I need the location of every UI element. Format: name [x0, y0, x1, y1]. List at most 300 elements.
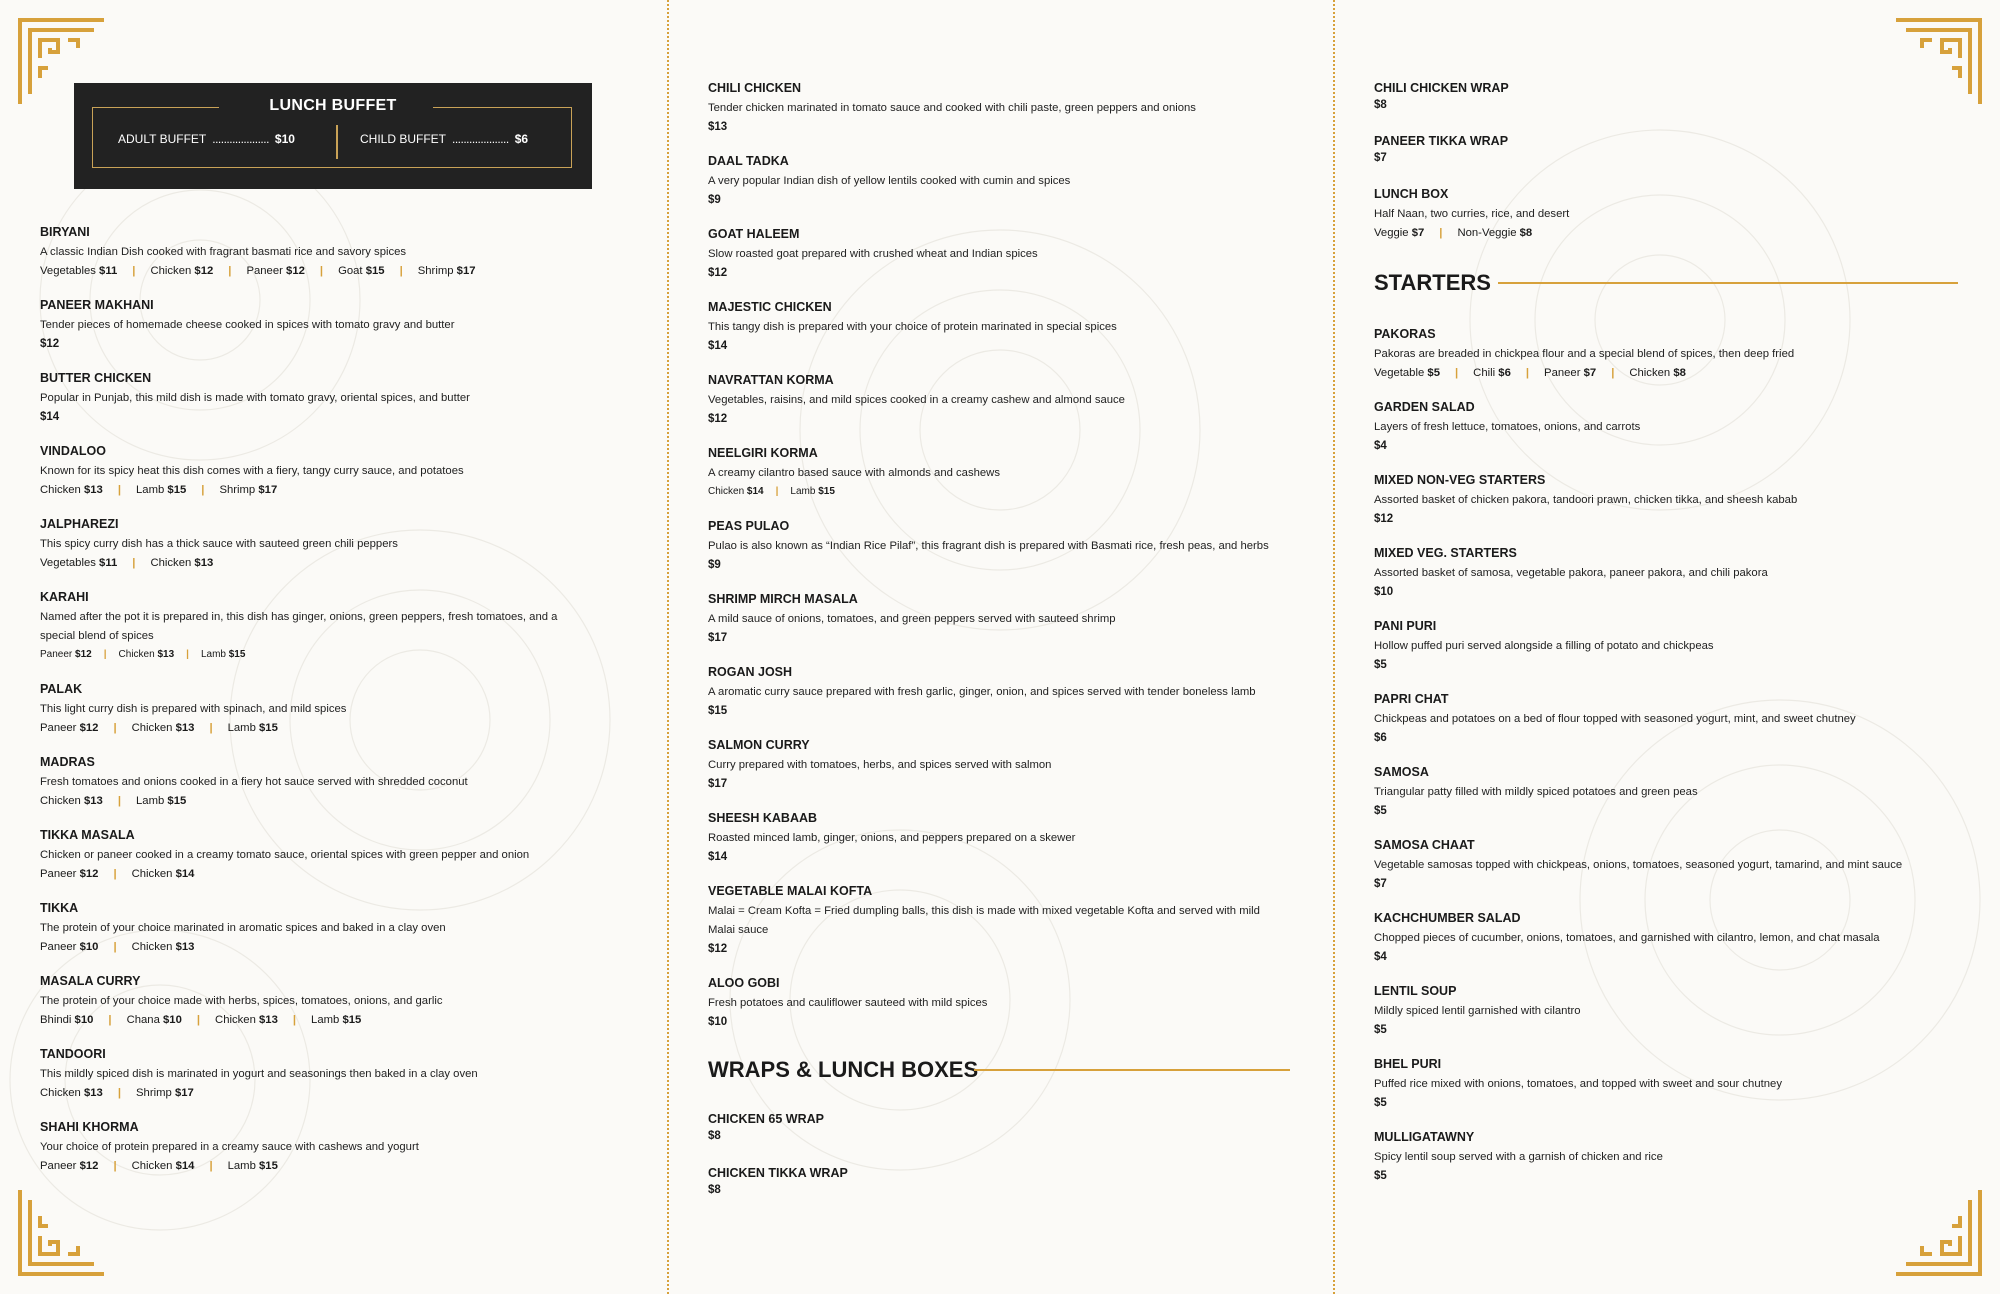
menu-item-description: Assorted basket of chicken pakora, tandoori prawn, chicken tikka, and sheesh kabab	[1374, 494, 1798, 506]
menu-option-price: $15	[342, 1014, 362, 1026]
menu-option-label: Chicken	[40, 1087, 81, 1099]
menu-option-label: Chicken	[708, 486, 745, 497]
menu-item-name: GARDEN SALAD	[1374, 400, 1475, 414]
menu-option-lamb	[136, 482, 186, 498]
menu-option-price: $10	[163, 1014, 182, 1026]
option-separator: |	[399, 265, 403, 277]
menu-option-price: $13	[259, 1014, 278, 1026]
child-buffet-dots: ....................	[452, 132, 509, 146]
lunch-buffet-title: LUNCH BUFFET	[269, 97, 397, 114]
menu-option-price: $7	[1583, 367, 1597, 379]
menu-item-price: $12	[708, 267, 728, 279]
menu-item-name: VEGETABLE MALAI KOFTA	[708, 884, 873, 898]
menu-option-label: Lamb	[790, 486, 816, 497]
menu-item-price: $6	[1374, 732, 1387, 744]
menu-item-name: VINDALOO	[40, 444, 106, 458]
menu-option-price: $6	[1498, 367, 1511, 379]
menu-option-paneer	[40, 939, 98, 955]
menu-item-name: PAKORAS	[1374, 327, 1436, 341]
menu-option-price: $17	[258, 484, 278, 496]
option-separator: |	[113, 1160, 117, 1172]
menu-item-price: $10	[708, 1016, 728, 1028]
menu-option-shrimp	[418, 263, 476, 279]
menu-item-madras	[40, 754, 595, 809]
menu-item-name: TIKKA	[40, 901, 79, 915]
option-separator: |	[117, 795, 121, 807]
menu-option-label: Vegetables	[40, 557, 96, 569]
menu-option-shrimp	[136, 1085, 194, 1101]
menu-item-description: Vegetables, raisins, and mild spices cooked in a creamy cashew and almond sauce	[708, 394, 1125, 406]
menu-option-vegetables	[40, 555, 117, 571]
menu-item-name: SHAHI KHORMA	[40, 1120, 139, 1134]
menu-item-name: KACHCHUMBER SALAD	[1374, 911, 1521, 925]
menu-option-price: $7	[1411, 227, 1425, 239]
menu-item-name: BUTTER CHICKEN	[40, 371, 152, 385]
menu-option-lamb	[201, 647, 245, 663]
menu-option-label: Lamb	[227, 1160, 256, 1172]
menu-option-price: $14	[175, 868, 195, 880]
menu-option-label: Lamb	[227, 722, 256, 734]
menu-option-label: Shrimp	[136, 1087, 172, 1099]
option-separator: |	[117, 484, 121, 496]
menu-item-options	[40, 1085, 595, 1101]
menu-option-chicken	[215, 1012, 278, 1028]
menu-item-description: Vegetable samosas topped with chickpeas, onions, tomatoes, seasoned yogurt, tamarind, and mint sauce	[1374, 859, 1903, 871]
menu-option-price: $10	[74, 1014, 94, 1026]
menu-option-price: $8	[1519, 227, 1533, 239]
menu-option-price: $15	[167, 484, 187, 496]
menu-item-description: Pulao is also known as “Indian Rice Pilaf”, this fragrant dish is prepared with Basmati rice, fresh peas, and herbs	[708, 540, 1269, 552]
menu-item-description: Malai = Cream Kofta = Fried dumpling balls, this dish is made with mixed vegetable Kofta and served with mild Malai sauce	[708, 905, 1260, 936]
menu-option-bhindi	[40, 1012, 93, 1028]
menu-item-lunch-box	[1374, 186, 1958, 241]
menu-item-chili-chicken	[708, 80, 1288, 135]
menu-item-majestic-chicken	[708, 299, 1288, 354]
menu-item-tikka	[40, 900, 595, 955]
menu-item-paneer-makhani	[40, 297, 595, 352]
menu-item-jalpharezi	[40, 516, 595, 571]
menu-item-price: $10	[1374, 586, 1394, 598]
menu-item-price: $13	[708, 121, 728, 133]
menu-option-price: $12	[286, 265, 305, 277]
menu-option-label: Chicken	[40, 795, 81, 807]
menu-item-price: $14	[708, 851, 728, 863]
menu-item-name: ALOO GOBI	[708, 976, 780, 990]
menu-option-label: Lamb	[311, 1014, 340, 1026]
menu-option-chicken	[1629, 365, 1686, 381]
menu-item-options	[40, 482, 595, 498]
menu-item-price: $7	[1374, 152, 1387, 164]
menu-item-description: This mildly spiced dish is marinated in yogurt and seasonings then baked in a clay oven	[40, 1068, 478, 1080]
menu-option-lamb	[790, 484, 834, 500]
menu-option-chili	[1473, 365, 1511, 381]
menu-item-vindaloo	[40, 443, 595, 498]
menu-option-label: Paneer	[40, 649, 73, 660]
menu-item-price: $9	[708, 559, 721, 571]
menu-item-bhel-puri	[1374, 1056, 1958, 1111]
menu-item-sheesh-kabaab	[708, 810, 1288, 865]
menu-option-chicken	[40, 482, 103, 498]
menu-item-name: MIXED NON-VEG STARTERS	[1374, 473, 1546, 487]
menu-option-chicken	[150, 263, 213, 279]
menu-item-name: PAPRI CHAT	[1374, 692, 1449, 706]
menu-option-label: Lamb	[136, 484, 165, 496]
menu-option-label: Chili	[1473, 367, 1496, 379]
menu-item-rogan-josh	[708, 664, 1288, 719]
menu-item-samosa-chaat	[1374, 837, 1958, 892]
menu-option-price: $14	[175, 1160, 195, 1172]
menu-option-label: Chicken	[131, 722, 173, 734]
menu-item-description: The protein of your choice made with herbs, spices, tomatoes, onions, and garlic	[40, 995, 443, 1007]
menu-item-description: A very popular Indian dish of yellow lentils cooked with cumin and spices	[708, 175, 1071, 187]
menu-option-label: Chicken	[131, 1160, 173, 1172]
menu-item-daal-tadka	[708, 153, 1288, 208]
menu-item-name: SHEESH KABAAB	[708, 811, 818, 825]
menu-item-price: $12	[1374, 513, 1394, 525]
menu-option-chana	[127, 1012, 182, 1028]
option-separator: |	[775, 486, 779, 497]
menu-option-goat	[338, 263, 385, 279]
menu-option-price: $14	[746, 486, 764, 497]
menu-item-name: MIXED VEG. STARTERS	[1374, 546, 1517, 560]
menu-item-description: Tender chicken marinated in tomato sauce and cooked with chili paste, green peppers and onions	[708, 102, 1196, 114]
menu-item-name: TANDOORI	[40, 1047, 106, 1061]
menu-option-price: $13	[194, 557, 214, 569]
menu-option-lamb	[228, 720, 278, 736]
menu-item-name: JALPHAREZI	[40, 517, 119, 531]
menu-option-price: $15	[818, 486, 835, 497]
menu-item-shahi-khorma	[40, 1119, 595, 1174]
menu-item-description: Chicken or paneer cooked in a creamy tomato sauce, oriental spices with green pepper and onion	[40, 849, 530, 861]
option-separator: |	[108, 1014, 112, 1026]
menu-item-paneer-tikka-wrap	[1374, 133, 1958, 166]
menu-item-description: Spicy lentil soup served with a garnish of chicken and rice	[1374, 1151, 1663, 1163]
menu-item-garden-salad	[1374, 399, 1958, 454]
menu-item-options	[40, 555, 595, 571]
menu-option-vegetable	[1374, 365, 1440, 381]
menu-option-price: $12	[79, 1160, 99, 1172]
menu-item-description: Chopped pieces of cucumber, onions, tomatoes, and garnished with cilantro, lemon, and chat masala	[1374, 932, 1880, 944]
option-separator: |	[117, 1087, 121, 1099]
option-separator: |	[132, 265, 136, 277]
menu-item-kachchumber-salad	[1374, 910, 1958, 965]
menu-item-options	[40, 263, 595, 279]
menu-item-price: $5	[1374, 805, 1387, 817]
menu-item-price: $15	[708, 705, 728, 717]
menu-option-label: Chicken	[1629, 367, 1671, 379]
menu-item-name: MAJESTIC CHICKEN	[708, 300, 832, 314]
option-separator: |	[113, 722, 117, 734]
menu-item-name: DAAL TADKA	[708, 154, 789, 168]
menu-column-1	[40, 0, 595, 1294]
menu-option-price: $13	[83, 795, 103, 807]
menu-option-label: Shrimp	[219, 484, 256, 496]
menu-item-biryani	[40, 224, 595, 279]
menu-item-price: $9	[708, 194, 721, 206]
menu-option-label: Paneer	[40, 868, 77, 880]
option-separator: |	[196, 1014, 201, 1026]
child-buffet-price: $6	[514, 132, 529, 146]
menu-item-name: BHEL PURI	[1374, 1057, 1442, 1071]
menu-item-options	[708, 484, 1288, 500]
menu-item-name: PEAS PULAO	[708, 519, 790, 533]
menu-item-chicken-65-wrap	[708, 1111, 1288, 1144]
menu-item-description: The protein of your choice marinated in aromatic spices and baked in a clay oven	[40, 922, 446, 934]
menu-item-pani-puri	[1374, 618, 1958, 673]
menu-item-vegetable-malai-kofta	[708, 883, 1288, 957]
menu-item-name: SHRIMP MIRCH MASALA	[708, 592, 858, 606]
adult-buffet-dots: ....................	[212, 132, 269, 146]
option-separator: |	[1454, 367, 1459, 379]
menu-item-name: SAMOSA CHAAT	[1374, 838, 1475, 852]
adult-buffet-price: $10	[274, 132, 295, 146]
option-separator: |	[209, 722, 213, 734]
menu-item-options	[1374, 225, 1958, 241]
menu-option-vegetables	[40, 263, 117, 279]
menu-item-price: $12	[40, 338, 60, 350]
menu-item-mixed-veg-starters	[1374, 545, 1958, 600]
menu-item-navrattan-korma	[708, 372, 1288, 427]
menu-item-description: Slow roasted goat prepared with crushed wheat and Indian spices	[708, 248, 1038, 260]
menu-column-2	[708, 0, 1288, 1294]
menu-option-price: $13	[157, 649, 175, 660]
menu-option-label: Chicken	[118, 649, 155, 660]
menu-option-price: $12	[194, 265, 214, 277]
menu-item-description: Fresh tomatoes and onions cooked in a fiery hot sauce served with shredded coconut	[40, 776, 468, 788]
menu-item-price: $4	[1374, 440, 1387, 452]
menu-option-lamb	[136, 793, 186, 809]
menu-option-price: $17	[174, 1087, 194, 1099]
menu-option-chicken	[150, 555, 213, 571]
starters-section-title: STARTERS	[1374, 270, 1491, 295]
menu-item-description: A creamy cilantro based sauce with almonds and cashews	[708, 467, 1000, 479]
menu-item-name: CHICKEN TIKKA WRAP	[708, 1166, 848, 1180]
menu-option-price: $15	[167, 795, 187, 807]
menu-item-options	[40, 720, 595, 736]
menu-item-name: BIRYANI	[40, 225, 90, 239]
menu-option-paneer	[40, 866, 98, 882]
menu-item-name: SAMOSA	[1374, 765, 1429, 779]
menu-option-price: $10	[79, 941, 99, 953]
menu-item-shrimp-mirch-masala	[708, 591, 1288, 646]
menu-option-price: $15	[365, 265, 385, 277]
menu-option-label: Chicken	[150, 557, 192, 569]
menu-item-name: LENTIL SOUP	[1374, 984, 1457, 998]
menu-option-label: Paneer	[40, 1160, 77, 1172]
menu-item-samosa	[1374, 764, 1958, 819]
menu-item-description: Known for its spicy heat this dish comes with a fiery, tangy curry sauce, and potatoes	[40, 465, 464, 477]
menu-item-goat-haleem	[708, 226, 1288, 281]
menu-item-description: This light curry dish is prepared with spinach, and mild spices	[40, 703, 347, 715]
menu-item-name: KARAHI	[40, 590, 89, 604]
menu-option-label: Lamb	[136, 795, 165, 807]
wraps-section-rule	[974, 1069, 1290, 1071]
menu-item-price: $5	[1374, 659, 1387, 671]
menu-option-label: Chicken	[150, 265, 192, 277]
menu-option-chicken	[119, 647, 175, 663]
menu-item-name: NEELGIRI KORMA	[708, 446, 818, 460]
menu-item-tikka-masala	[40, 827, 595, 882]
menu-item-options	[40, 1158, 595, 1174]
menu-option-label: Chicken	[215, 1014, 256, 1026]
menu-option-label: Chana	[126, 1014, 160, 1026]
menu-option-price: $15	[228, 649, 246, 660]
menu-item-description: Curry prepared with tomatoes, herbs, and spices served with salmon	[708, 759, 1052, 771]
menu-option-chicken	[132, 1158, 195, 1174]
menu-item-description: Hollow puffed puri served alongside a filling of potato and chickpeas	[1374, 640, 1714, 652]
menu-option-price: $17	[456, 265, 476, 277]
menu-option-label: Bhindi	[40, 1014, 72, 1026]
column-divider-right	[1333, 0, 1335, 1294]
adult-buffet-label: ADULT BUFFET	[118, 132, 207, 146]
child-buffet-label: CHILD BUFFET	[360, 132, 447, 146]
menu-item-name: NAVRATTAN KORMA	[708, 373, 834, 387]
menu-option-label: Chicken	[40, 484, 81, 496]
menu-item-pakoras	[1374, 326, 1958, 381]
menu-item-price: $8	[708, 1130, 721, 1142]
option-separator: |	[113, 941, 117, 953]
menu-option-label: Lamb	[200, 649, 226, 660]
menu-item-options	[40, 793, 595, 809]
menu-item-description: Popular in Punjab, this mild dish is made with tomato gravy, oriental spices, and butter	[40, 392, 470, 404]
menu-item-options	[1374, 365, 1958, 381]
menu-item-description: Pakoras are breaded in chickpea flour and a special blend of spices, then deep fried	[1374, 348, 1795, 360]
menu-item-price: $5	[1374, 1170, 1387, 1182]
menu-option-price: $13	[83, 1087, 103, 1099]
menu-option-label: Vegetable	[1374, 367, 1425, 379]
menu-item-name: MADRAS	[40, 755, 95, 769]
menu-item-name: MASALA CURRY	[40, 974, 141, 988]
menu-option-price: $12	[75, 649, 92, 660]
menu-option-chicken	[708, 484, 764, 500]
menu-option-label: Non-Veggie	[1457, 227, 1517, 239]
menu-option-price: $11	[99, 265, 118, 277]
menu-item-name: TIKKA MASALA	[40, 828, 135, 842]
menu-option-lamb	[311, 1012, 361, 1028]
menu-item-description: Named after the pot it is prepared in, this dish has ginger, onions, green peppers, fresh tomatoes, and a special blend of spices	[40, 611, 558, 642]
menu-item-price: $12	[708, 413, 728, 425]
menu-option-paneer	[40, 720, 98, 736]
menu-option-label: Shrimp	[417, 265, 454, 277]
menu-item-options	[40, 647, 595, 663]
menu-item-price: $5	[1374, 1097, 1387, 1109]
menu-option-label: Veggie	[1374, 227, 1409, 239]
menu-option-chicken	[40, 793, 103, 809]
option-separator: |	[319, 265, 324, 277]
menu-item-chili-chicken-wrap	[1374, 80, 1958, 113]
menu-item-price: $17	[708, 778, 728, 790]
menu-item-description: This spicy curry dish has a thick sauce with sauteed green chili peppers	[40, 538, 398, 550]
menu-option-label: Paneer	[40, 722, 77, 734]
menu-option-price: $11	[99, 557, 118, 569]
column-divider-left	[667, 0, 669, 1294]
menu-item-name: PANEER TIKKA WRAP	[1374, 134, 1509, 148]
menu-item-description: Mildly spiced lentil garnished with cilantro	[1374, 1005, 1581, 1017]
menu-item-aloo-gobi	[708, 975, 1288, 1030]
menu-item-name: CHICKEN 65 WRAP	[708, 1112, 824, 1126]
menu-option-chicken	[132, 939, 195, 955]
menu-item-mulligatawny	[1374, 1129, 1958, 1184]
menu-item-description: Layers of fresh lettuce, tomatoes, onions, and carrots	[1374, 421, 1641, 433]
menu-option-paneer	[246, 263, 304, 279]
menu-item-price: $12	[708, 943, 728, 955]
menu-item-description: A aromatic curry sauce prepared with fresh garlic, ginger, onion, and spices served with tender boneless lamb	[708, 686, 1256, 698]
menu-item-description: Half Naan, two curries, rice, and desert	[1374, 208, 1570, 220]
menu-item-lentil-soup	[1374, 983, 1958, 1038]
menu-column-3	[1374, 0, 1958, 1294]
menu-item-name: GOAT HALEEM	[708, 227, 800, 241]
menu-option-price: $15	[259, 1160, 278, 1172]
menu-item-description: A mild sauce of onions, tomatoes, and green peppers served with sauteed shrimp	[708, 613, 1116, 625]
option-separator: |	[1439, 227, 1443, 239]
menu-item-description: This tangy dish is prepared with your choice of protein marinated in special spices	[708, 321, 1117, 333]
menu-option-label: Paneer	[1544, 367, 1581, 379]
menu-item-name: PANEER MAKHANI	[40, 298, 154, 312]
wraps-section-title: WRAPS & LUNCH BOXES	[708, 1057, 979, 1082]
menu-item-description: Roasted minced lamb, ginger, onions, and peppers prepared on a skewer	[708, 832, 1076, 844]
menu-item-description: Puffed rice mixed with onions, tomatoes, and topped with sweet and sour chutney	[1374, 1078, 1782, 1090]
menu-item-name: MULLIGATAWNY	[1374, 1130, 1475, 1144]
menu-item-price: $4	[1374, 951, 1387, 963]
menu-option-label: Goat	[338, 265, 363, 277]
menu-item-description: Your choice of protein prepared in a creamy sauce with cashews and yogurt	[40, 1141, 419, 1153]
option-separator: |	[1525, 367, 1530, 379]
menu-option-price: $15	[259, 722, 278, 734]
menu-item-price: $8	[1374, 99, 1387, 111]
menu-option-price: $13	[175, 722, 195, 734]
menu-item-papri-chat	[1374, 691, 1958, 746]
menu-option-price: $13	[83, 484, 103, 496]
menu-item-price: $17	[708, 632, 728, 644]
menu-item-price: $14	[708, 340, 728, 352]
menu-item-description: Assorted basket of samosa, vegetable pakora, paneer pakora, and chili pakora	[1374, 567, 1768, 579]
menu-item-name: LUNCH BOX	[1374, 187, 1449, 201]
menu-option-label: Chicken	[131, 868, 173, 880]
menu-item-karahi	[40, 589, 595, 663]
menu-option-chicken	[40, 1085, 103, 1101]
option-separator: |	[209, 1160, 213, 1172]
menu-option-label: Paneer	[246, 265, 283, 277]
menu-option-non-veggie	[1457, 225, 1532, 241]
menu-option-label: Paneer	[40, 941, 77, 953]
menu-item-price: $7	[1374, 878, 1387, 890]
menu-item-name: CHILI CHICKEN WRAP	[1374, 81, 1509, 95]
menu-item-price: $5	[1374, 1024, 1387, 1036]
menu-item-options	[40, 866, 595, 882]
option-separator: |	[113, 868, 117, 880]
menu-item-price: $8	[708, 1184, 721, 1196]
menu-item-neelgiri-korma	[708, 445, 1288, 500]
menu-option-veggie	[1374, 225, 1424, 241]
menu-item-palak	[40, 681, 595, 736]
menu-item-mixed-non-veg-starters	[1374, 472, 1958, 527]
menu-item-tandoori	[40, 1046, 595, 1101]
menu-option-price: $12	[79, 722, 99, 734]
menu-item-description: Tender pieces of homemade cheese cooked in spices with tomato gravy and butter	[40, 319, 455, 331]
starters-section-rule	[1498, 282, 1958, 284]
option-separator: |	[201, 484, 205, 496]
menu-item-price: $14	[40, 411, 60, 423]
menu-item-description: Triangular patty filled with mildly spiced potatoes and green peas	[1374, 786, 1698, 798]
menu-item-description: Fresh potatoes and cauliflower sauteed with mild spices	[708, 997, 988, 1009]
menu-item-name: SALMON CURRY	[708, 738, 810, 752]
menu-option-chicken	[132, 866, 195, 882]
menu-item-options	[40, 939, 595, 955]
menu-item-name: PALAK	[40, 682, 83, 696]
menu-option-price: $8	[1673, 367, 1686, 379]
menu-item-peas-pulao	[708, 518, 1288, 573]
menu-item-name: PANI PURI	[1374, 619, 1437, 633]
